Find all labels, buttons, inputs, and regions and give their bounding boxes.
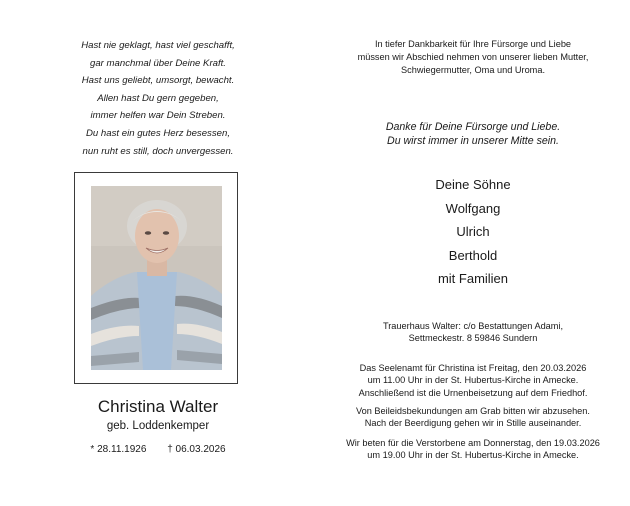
condolence-line: Von Beileidsbekundungen am Grab bitten wir abzusehen.	[356, 406, 590, 416]
family-line: Ulrich	[456, 224, 490, 240]
poem-line: gar manchmal über Deine Kraft.	[90, 57, 226, 69]
prayer-line: Wir beten für die Verstorbene am Donnerstag, den 19.03.2026	[346, 438, 600, 448]
poem-line: immer helfen war Dein Streben.	[90, 110, 226, 122]
prayer-notice	[316, 437, 630, 462]
birth-date: * 28.11.1926	[90, 444, 147, 455]
family-line: Berthold	[448, 247, 498, 263]
poem-line: nun ruht es still, doch unvergessen.	[82, 145, 234, 157]
family-line: mit Familien	[437, 271, 509, 287]
condolence-notice	[316, 405, 630, 430]
quote-text	[316, 120, 630, 148]
quote-line: Du wirst immer in unserer Mitte sein.	[387, 135, 559, 147]
poem-line: Du hast ein gutes Herz besessen,	[86, 127, 230, 139]
address-line: Settmeckestr. 8 59846 Sundern	[408, 333, 538, 344]
death-date: † 06.03.2026	[167, 444, 226, 455]
requiem-line: Das Seelenamt für Christina ist Freitag, den 20.03.2026	[359, 363, 587, 373]
poem-line: Hast uns geliebt, umsorgt, bewacht.	[81, 75, 235, 87]
requiem-line: Anschließend ist die Urnenbeisetzung auf dem Friedhof.	[358, 387, 588, 398]
thanks-text	[316, 38, 630, 76]
poem-line: Hast nie geklagt, hast viel geschafft,	[81, 40, 235, 51]
photo-frame	[74, 172, 238, 384]
deceased-name: Christina Walter	[97, 397, 219, 416]
funeral-home-address	[316, 320, 630, 345]
condolence-line: Nach der Beerdigung gehen wir in Stille auseinander.	[364, 418, 582, 429]
maiden-name: geb. Loddenkemper	[106, 420, 210, 432]
requiem-notice	[316, 362, 630, 399]
thanks-line: Schwiegermutter, Oma und Uroma.	[401, 64, 545, 75]
requiem-line: um 11.00 Uhr in der St. Hubertus-Kirche in Amecke.	[367, 375, 579, 386]
family-list	[316, 173, 630, 291]
prayer-line: um 19.00 Uhr in der St. Hubertus-Kirche in Amecke.	[367, 450, 579, 461]
address-line: Trauerhaus Walter: c/o Bestattungen Adami,	[382, 321, 564, 331]
family-line: Wolfgang	[445, 200, 501, 216]
thanks-line: In tiefer Dankbarkeit für Ihre Fürsorge und Liebe	[374, 39, 572, 49]
family-line: Deine Söhne	[435, 177, 511, 192]
portrait-photo	[91, 186, 222, 370]
quote-line: Danke für Deine Fürsorge und Liebe.	[385, 121, 561, 133]
poem	[0, 37, 316, 160]
poem-line: Allen hast Du gern gegeben,	[97, 92, 219, 104]
portrait-image	[91, 186, 222, 370]
thanks-line: müssen wir Abschied nehmen von unserer lieben Mutter,	[357, 51, 589, 62]
life-dates	[0, 444, 316, 455]
right-panel	[316, 0, 630, 506]
